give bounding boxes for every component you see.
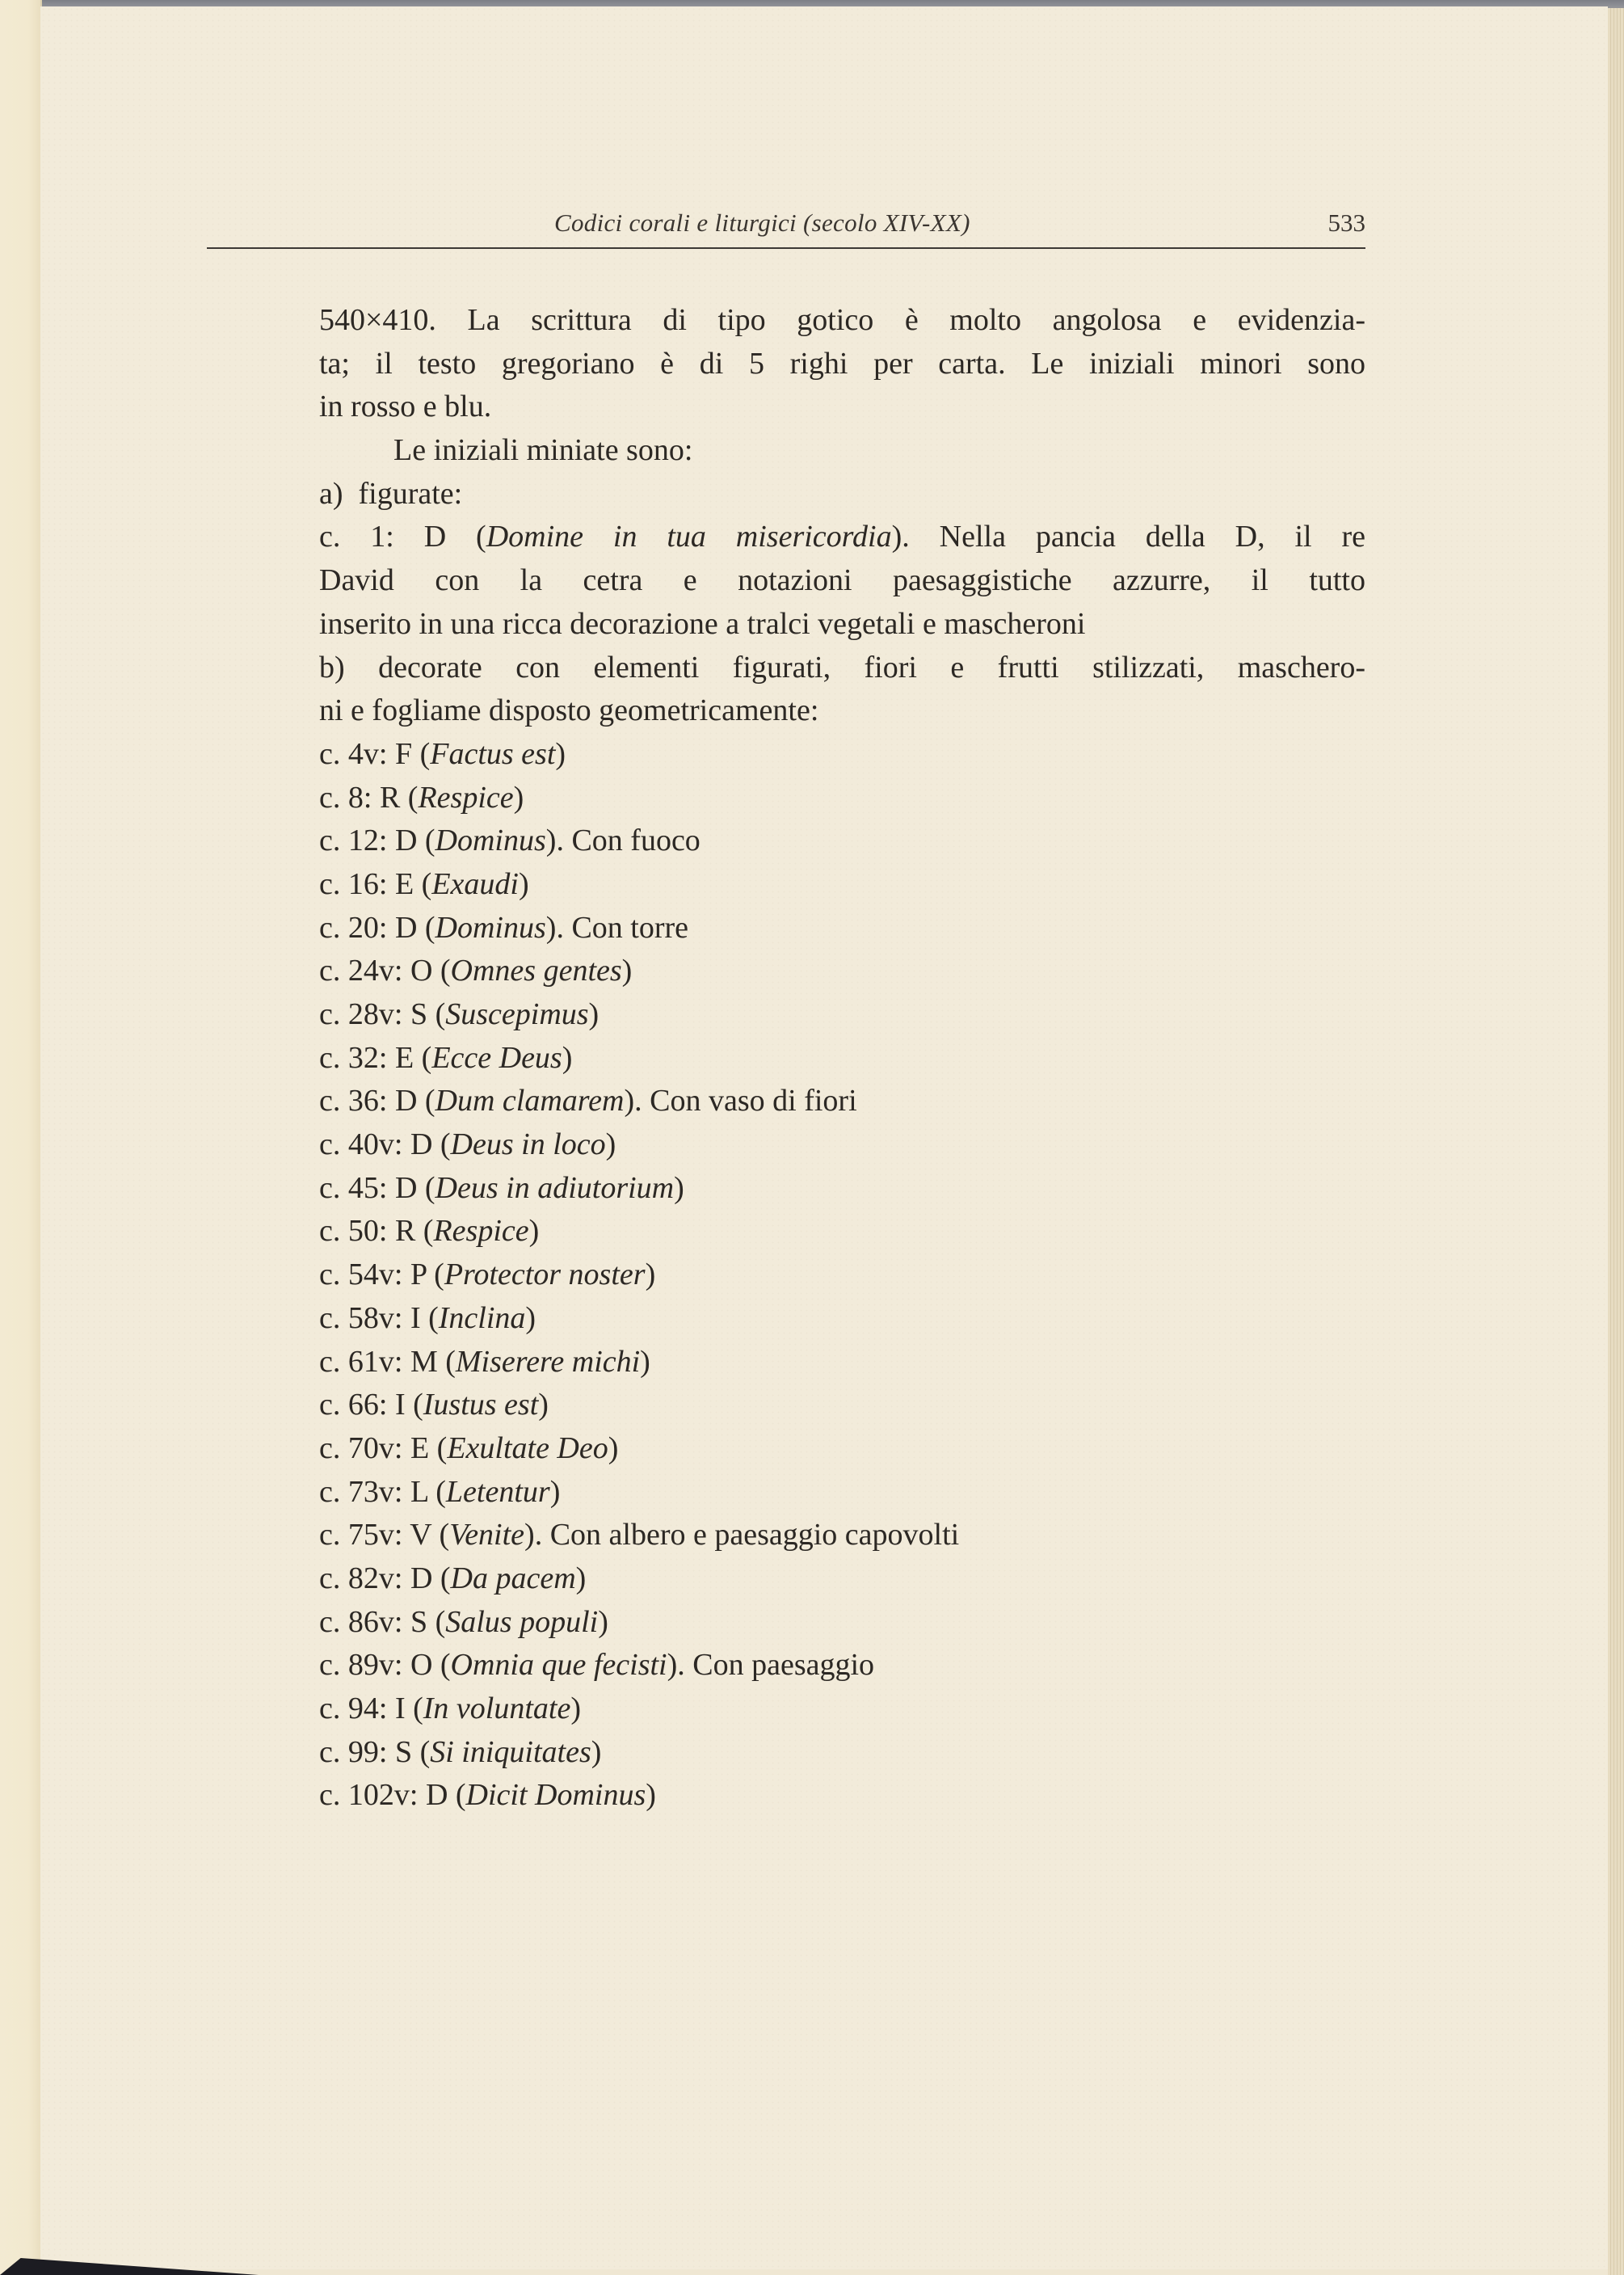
entry-incipit: Factus est [430, 736, 556, 771]
running-head [207, 207, 1365, 247]
intro-line-4: Le iniziali miniate sono: [393, 433, 693, 468]
entry-incipit: Exultate Deo [447, 1430, 608, 1465]
list-item: c. 99: S (Si iniquitates) [319, 1734, 602, 1769]
entry-carta: c. 54v: [319, 1258, 403, 1292]
entry-letter: D [394, 910, 418, 945]
body-text [319, 299, 1365, 1818]
entry-carta: c. 8: [319, 780, 372, 815]
entry-letter: V [410, 1518, 432, 1552]
entry-incipit: Ecce Deus [431, 1040, 562, 1075]
entry-letter: O [410, 954, 433, 988]
entry-incipit: Respice [418, 780, 514, 815]
section-b-heading-1: b) decorate con elementi figurati, fiori e frutti stilizzati, maschero- [319, 650, 1365, 685]
entry-letter: I [410, 1300, 421, 1335]
entry-letter: D [425, 1778, 448, 1813]
entry-incipit: Exaudi [431, 866, 519, 901]
section-a-suffix: ). Nella pancia della D, il re [891, 520, 1365, 554]
entry-incipit: Deus in adiutorium [435, 1170, 675, 1205]
list-item: c. 58v: I (Inclina) [319, 1300, 536, 1335]
entry-incipit: Miserere michi [455, 1344, 641, 1379]
entry-carta: c. 4v: [319, 736, 388, 771]
initials-list [319, 733, 1365, 1818]
entry-letter: L [410, 1474, 428, 1509]
entry-incipit: In voluntate [423, 1692, 571, 1725]
entry-carta: c. 50: [319, 1214, 388, 1249]
entry-incipit: Iustus est [423, 1388, 539, 1422]
entry-letter: O [410, 1648, 433, 1683]
entry-carta: c. 75v: [319, 1518, 403, 1552]
entry-letter: S [410, 1604, 428, 1639]
page-stack-edge [1608, 8, 1624, 2275]
list-item: c. 73v: L (Letentur) [319, 1474, 561, 1509]
entry-incipit: Omnes gentes [450, 954, 622, 988]
list-item: c. 82v: D (Da pacem) [319, 1561, 587, 1595]
entry-letter: S [410, 997, 428, 1031]
list-item: c. 54v: P (Protector noster) [319, 1258, 656, 1292]
intro-line-3: in rosso e blu. [319, 390, 492, 424]
entry-carta: c. 24v: [319, 954, 403, 988]
entry-incipit: Dum clamarem [435, 1084, 625, 1119]
entry-carta: c. 89v: [319, 1648, 403, 1683]
entry-carta: c. 102v: [319, 1778, 419, 1813]
entry-incipit: Deus in loco [450, 1127, 606, 1162]
entry-carta: c. 70v: [319, 1430, 403, 1465]
list-item: c. 94: I (In voluntate) [319, 1692, 581, 1725]
entry-incipit: Si iniquitates [430, 1734, 591, 1769]
section-b-heading-2: ni e fogliame disposto geometricamente: [319, 693, 819, 728]
list-item: c. 45: D (Deus in adiutorium) [319, 1170, 684, 1205]
entry-incipit: Omnia que fecisti [450, 1648, 667, 1683]
entry-note: . Con albero e paesaggio capovolti [534, 1518, 960, 1552]
entry-letter: D [410, 1561, 433, 1595]
entry-letter: I [394, 1692, 406, 1725]
entry-letter: R [394, 1214, 416, 1249]
section-a-line-1 [319, 516, 1365, 559]
list-item: c. 50: R (Respice) [319, 1214, 540, 1249]
entry-letter: D [394, 1170, 418, 1205]
header-rule [207, 247, 1365, 249]
entry-incipit: Da pacem [450, 1561, 576, 1595]
entry-carta: c. 16: [319, 866, 388, 901]
list-item: c. 36: D (Dum clamarem). Con vaso di fiori [319, 1084, 857, 1119]
intro-line-1: 540×410. La scrittura di tipo gotico è molto angolosa e evidenzia- [319, 303, 1365, 337]
entry-incipit: Dominus [435, 910, 546, 945]
entry-letter: E [410, 1430, 430, 1465]
list-item: c. 16: E (Exaudi) [319, 866, 529, 901]
entry-carta: c. 28v: [319, 997, 403, 1031]
entry-carta: c. 40v: [319, 1127, 403, 1162]
entry-note: . Con paesaggio [677, 1648, 875, 1683]
entry-carta: c. 45: [319, 1170, 388, 1205]
entry-incipit: Venite [449, 1518, 525, 1552]
entry-incipit: Protector noster [444, 1258, 646, 1292]
entry-carta: c. 12: [319, 824, 388, 858]
list-item: c. 70v: E (Exultate Deo) [319, 1430, 619, 1465]
entry-letter: I [394, 1388, 406, 1422]
entry-incipit: Dicit Dominus [465, 1778, 646, 1813]
section-a-heading: a) figurate: [319, 476, 463, 511]
entry-carta: c. 36: [319, 1084, 388, 1119]
list-item: c. 8: R (Respice) [319, 780, 524, 815]
entry-letter: E [394, 1040, 414, 1075]
list-item: c. 20: D (Dominus). Con torre [319, 910, 689, 945]
list-item: c. 4v: F (Factus est) [319, 736, 566, 771]
list-item: c. 24v: O (Omnes gentes) [319, 954, 633, 988]
entry-incipit: Suscepimus [445, 997, 589, 1031]
facing-page-edge [0, 0, 42, 2275]
entry-letter: M [410, 1344, 438, 1379]
section-a-prefix: c. 1: D ( [319, 520, 486, 554]
entry-letter: F [394, 736, 413, 771]
entry-carta: c. 73v: [319, 1474, 403, 1509]
entry-letter: D [394, 1084, 418, 1119]
list-item: c. 66: I (Iustus est) [319, 1388, 549, 1422]
section-a-line-3: inserito in una ricca decorazione a tralci vegetali e mascheroni [319, 606, 1086, 641]
entry-letter: D [410, 1127, 433, 1162]
section-a-incipit: Domine in tua misericordia [486, 520, 892, 554]
entry-letter: E [394, 866, 414, 901]
list-item: c. 102v: D (Dicit Dominus) [319, 1778, 656, 1813]
entry-letter: R [379, 780, 401, 815]
entry-carta: c. 86v: [319, 1604, 403, 1639]
entry-incipit: Inclina [438, 1300, 526, 1335]
list-item: c. 40v: D (Deus in loco) [319, 1127, 616, 1162]
entry-letter: D [394, 824, 418, 858]
intro-line-2: ta; il testo gregoriano è di 5 righi per carta. Le iniziali minori sono [319, 346, 1365, 381]
list-item: c. 32: E (Ecce Deus) [319, 1040, 573, 1075]
entry-carta: c. 32: [319, 1040, 388, 1075]
entry-note: . Con torre [556, 910, 689, 945]
entry-carta: c. 99: [319, 1734, 388, 1769]
entry-carta: c. 58v: [319, 1300, 403, 1335]
entry-incipit: Respice [433, 1214, 529, 1249]
entry-letter: S [394, 1734, 413, 1769]
list-item: c. 28v: S (Suscepimus) [319, 997, 600, 1031]
section-a-line-2: David con la cetra e notazioni paesaggistiche azzurre, il tutto [319, 563, 1365, 598]
list-item: c. 75v: V (Venite). Con albero e paesaggio capovolti [319, 1518, 960, 1552]
list-item: c. 12: D (Dominus). Con fuoco [319, 824, 701, 858]
entry-incipit: Dominus [435, 824, 546, 858]
entry-carta: c. 20: [319, 910, 388, 945]
entry-letter: P [410, 1258, 427, 1292]
entry-carta: c. 82v: [319, 1561, 403, 1595]
entry-incipit: Salus populi [445, 1604, 599, 1639]
entry-incipit: Letentur [445, 1474, 550, 1509]
running-head-title: Codici corali e liturgici (secolo XIV-XX) [554, 209, 970, 237]
entry-note: . Con fuoco [556, 824, 701, 858]
entry-carta: c. 61v: [319, 1344, 403, 1379]
entry-carta: c. 66: [319, 1388, 388, 1422]
list-item: c. 86v: S (Salus populi) [319, 1604, 608, 1639]
list-item: c. 61v: M (Miserere michi) [319, 1344, 650, 1379]
page-number: 533 [1327, 209, 1365, 237]
entry-carta: c. 94: [319, 1692, 388, 1725]
entry-note: . Con vaso di fiori [634, 1084, 857, 1119]
list-item: c. 89v: O (Omnia que fecisti). Con paesaggio [319, 1648, 875, 1683]
